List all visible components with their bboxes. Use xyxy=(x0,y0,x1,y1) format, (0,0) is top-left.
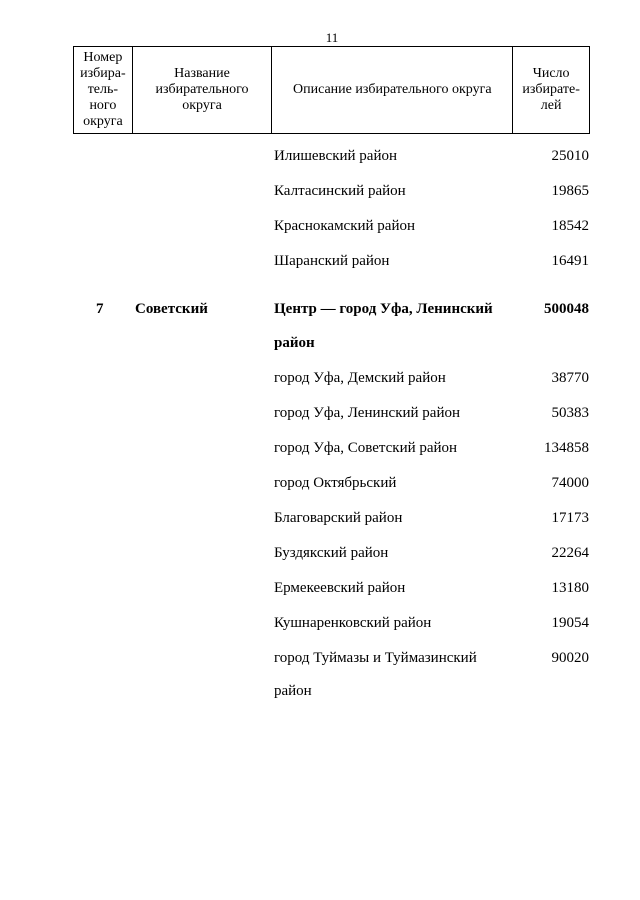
row-description: Краснокамский район xyxy=(274,218,416,234)
header-district-description xyxy=(272,47,513,133)
row-voters: 16491 xyxy=(551,253,589,269)
row-voters: 38770 xyxy=(551,370,589,386)
row-voters: 18542 xyxy=(551,218,589,234)
table-header xyxy=(73,46,590,134)
district-number: 7 xyxy=(96,301,104,317)
row-description: Калтасинский район xyxy=(274,183,406,199)
row-voters: 50383 xyxy=(551,405,589,421)
header-district-name xyxy=(133,47,272,133)
row-description: город Уфа, Советский район xyxy=(274,440,458,456)
row-description: Буздякский район xyxy=(274,545,389,561)
district-center: Центр — город Уфа, Ленинский xyxy=(274,301,493,317)
header-district-number xyxy=(74,47,133,133)
row-voters: 25010 xyxy=(551,148,589,164)
row-description: Илишевский район xyxy=(274,148,398,164)
row-description-continuation: район xyxy=(274,683,312,699)
row-voters: 74000 xyxy=(551,475,589,491)
header-voter-count-label: Число избирате- лей xyxy=(522,66,580,113)
row-description: Ермекеевский район xyxy=(274,580,406,596)
district-name: Советский xyxy=(135,301,208,317)
header-district-description-label: Описание избирательного округа xyxy=(292,82,492,97)
header-district-name-label: Название избирательного округа xyxy=(155,66,249,113)
row-description: Шаранский район xyxy=(274,253,390,269)
row-voters: 19054 xyxy=(551,615,589,631)
row-description: город Уфа, Демский район xyxy=(274,370,446,386)
row-description: Благоварский район xyxy=(274,510,403,526)
district-center-continuation: район xyxy=(274,335,315,351)
row-voters: 90020 xyxy=(551,650,589,666)
row-description: город Туймазы и Туймазинский xyxy=(274,650,477,666)
row-voters: 19865 xyxy=(551,183,589,199)
district-total-voters: 500048 xyxy=(544,301,589,317)
row-voters: 134858 xyxy=(544,440,589,456)
row-description: Кушнаренковский район xyxy=(274,615,432,631)
header-voter-count xyxy=(513,47,589,133)
row-description: город Октябрьский xyxy=(274,475,397,491)
row-description: город Уфа, Ленинский район xyxy=(274,405,460,421)
row-voters: 13180 xyxy=(551,580,589,596)
page-number: 11 xyxy=(325,30,339,45)
header-district-number-label: Номер избира- тель- ного округа xyxy=(80,50,126,129)
row-voters: 22264 xyxy=(551,545,589,561)
row-voters: 17173 xyxy=(551,510,589,526)
